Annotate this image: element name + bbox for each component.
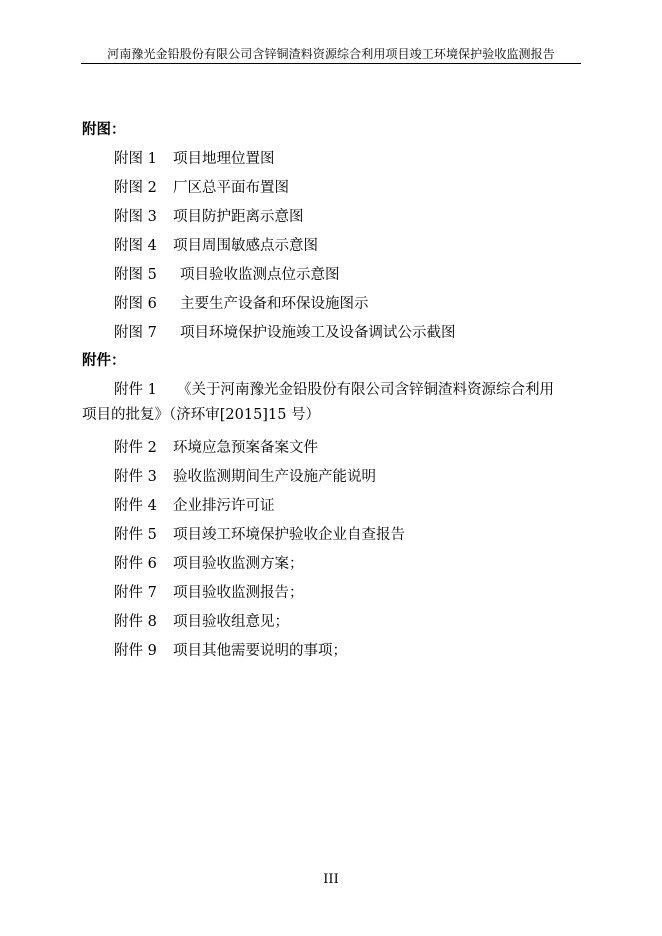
attachment-title: 项目验收监测报告；	[173, 585, 304, 601]
attachment-title-line1: 《关于河南豫光金铅股份有限公司含锌铜渣料资源综合利用	[177, 382, 554, 398]
attachment-entry-9	[114, 642, 347, 660]
figure-title: 项目环境保护设施竣工及设备调试公示截图	[180, 325, 456, 341]
figure-entry-4	[114, 237, 318, 255]
running-header: 河南豫光金铅股份有限公司含锌铜渣料资源综合利用项目竣工环境保护验收监测报告	[107, 47, 555, 61]
figure-title: 项目周围敏感点示意图	[173, 238, 318, 254]
figure-label: 附图 7	[114, 325, 157, 341]
figure-entry-3	[114, 208, 304, 226]
figure-label: 附图 1	[114, 151, 157, 167]
figure-label: 附图 4	[114, 238, 157, 254]
figure-label: 附图 5	[114, 267, 157, 283]
attachment-label: 附件 7	[114, 585, 157, 601]
figure-label: 附图 3	[114, 209, 157, 225]
figure-title: 项目地理位置图	[173, 151, 275, 167]
attachment-entry-4	[114, 497, 275, 515]
figure-title: 主要生产设备和环保设施图示	[180, 296, 369, 312]
figure-title: 项目验收监测点位示意图	[180, 267, 340, 283]
attachment-label: 附件 9	[114, 643, 157, 659]
attachment-label: 附件 8	[114, 614, 157, 630]
attachment-label: 附件 1	[114, 382, 157, 398]
attachment-entry-3	[114, 468, 376, 486]
figure-entry-6	[114, 295, 369, 313]
attachment-title: 项目竣工环境保护验收企业自查报告	[173, 527, 405, 543]
attachment-label: 附件 5	[114, 527, 157, 543]
attachment-entry-7	[114, 584, 304, 602]
attachment-entry-8	[114, 613, 289, 631]
attachment-title: 项目其他需要说明的事项；	[173, 643, 347, 659]
page-number: III	[323, 872, 339, 887]
figure-label: 附图 6	[114, 296, 157, 312]
figure-entry-2	[114, 179, 289, 197]
figure-title: 项目防护距离示意图	[173, 209, 304, 225]
attachment-title: 验收监测期间生产设施产能说明	[173, 469, 376, 485]
attachment-title: 项目验收组意见；	[173, 614, 289, 630]
figure-entry-5	[114, 266, 340, 284]
attachment-title: 项目验收监测方案；	[173, 556, 304, 572]
figure-entry-7	[114, 324, 456, 342]
header-rule	[81, 63, 581, 64]
attachment-entry-5	[114, 526, 405, 544]
attachments-heading: 附件：	[82, 352, 126, 369]
attachment-title: 环境应急预案备案文件	[173, 440, 318, 456]
attachment-entry-6	[114, 555, 304, 573]
attachment-entry-2	[114, 439, 318, 457]
attachment-title: 企业排污许可证	[173, 498, 275, 514]
attachment-label: 附件 3	[114, 469, 157, 485]
figures-heading: 附图：	[82, 121, 126, 138]
attachment-label: 附件 4	[114, 498, 157, 514]
figure-title: 厂区总平面布置图	[173, 180, 289, 196]
attachment-entry-1	[114, 381, 554, 399]
attachment-label: 附件 6	[114, 556, 157, 572]
attachment-label: 附件 2	[114, 440, 157, 456]
figure-entry-1	[114, 150, 275, 168]
figure-label: 附图 2	[114, 180, 157, 196]
attachment-entry-1-continued: 项目的批复》（济环审[2015]15 号）	[82, 407, 321, 423]
